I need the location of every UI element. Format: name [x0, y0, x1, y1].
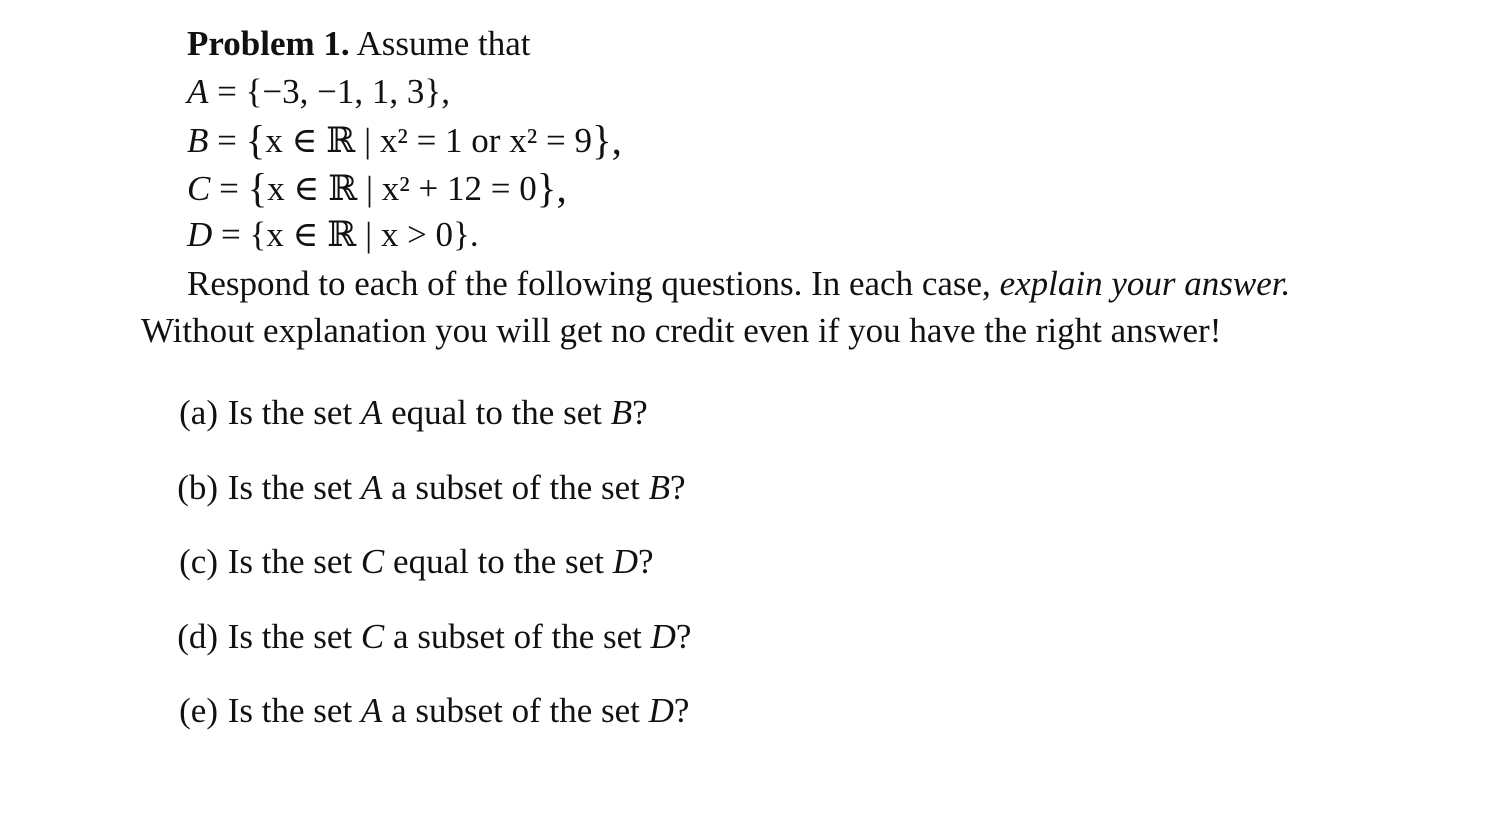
question-a-text: [228, 393, 648, 433]
question-d-pre: Is the set: [227, 617, 353, 656]
set-c-open-brace: {: [247, 165, 268, 211]
question-e-label: (e): [179, 691, 218, 730]
question-b: [160, 468, 686, 508]
set-a-name: A: [187, 72, 209, 111]
set-b-eq: =: [217, 121, 237, 160]
question-c-set1: C: [360, 542, 385, 581]
question-d-text: [228, 617, 692, 657]
question-d-label: (d): [177, 617, 218, 656]
question-a-post: ?: [632, 393, 648, 432]
question-a-pre: Is the set: [227, 393, 353, 432]
problem-label: Problem 1.: [187, 24, 350, 63]
instruction-line-1: [187, 264, 1290, 304]
question-d-mid: a subset of the set: [393, 617, 642, 656]
question-c-label: (c): [179, 542, 218, 581]
set-b-close-brace: },: [591, 117, 622, 163]
question-d-set1: C: [360, 617, 385, 656]
set-b-body: x ∈ ℝ | x² = 1 or x² = 9: [265, 121, 592, 160]
question-a-label: (a): [179, 393, 218, 432]
set-d-def: = {x ∈ ℝ | x > 0}.: [221, 215, 479, 254]
set-c-name: C: [187, 169, 211, 208]
instruction-line-2: Without explanation you will get no credit even if you have the right answer!: [141, 311, 1222, 350]
question-e: [160, 691, 689, 731]
question-b-set2: B: [648, 468, 671, 507]
problem-heading: [187, 24, 531, 64]
question-c-post: ?: [637, 542, 654, 581]
set-d-definition: [187, 215, 479, 255]
question-c: [160, 542, 654, 582]
question-e-mid: a subset of the set: [391, 691, 640, 730]
question-a-mid: equal to the set: [391, 393, 602, 432]
question-b-post: ?: [670, 468, 686, 507]
question-b-set1: A: [360, 468, 383, 507]
set-b-name: B: [187, 121, 209, 160]
question-a-set1: A: [360, 393, 383, 432]
question-c-text: [228, 542, 654, 582]
set-c-close-brace: },: [536, 165, 567, 211]
instruction-emphasis: explain your answer.: [999, 264, 1291, 303]
question-e-pre: Is the set: [227, 691, 353, 730]
question-c-pre: Is the set: [227, 542, 353, 581]
set-b-open-brace: {: [245, 117, 266, 163]
set-a-def: = {−3, −1, 1, 3},: [217, 72, 450, 111]
question-b-mid: a subset of the set: [391, 468, 640, 507]
question-e-text: [228, 691, 690, 731]
set-c-definition: [187, 165, 567, 211]
question-c-mid: equal to the set: [393, 542, 604, 581]
set-c-eq: =: [219, 169, 239, 208]
question-c-set2: D: [612, 542, 638, 581]
problem-lead: Assume that: [356, 24, 531, 63]
question-b-text: [228, 468, 686, 508]
question-b-pre: Is the set: [227, 468, 353, 507]
question-e-set1: A: [360, 691, 383, 730]
question-b-label: (b): [177, 468, 218, 507]
question-e-post: ?: [673, 691, 690, 730]
set-c-body: x ∈ ℝ | x² + 12 = 0: [267, 169, 537, 208]
set-d-name: D: [187, 215, 213, 254]
question-d: [160, 617, 691, 657]
question-d-set2: D: [650, 617, 676, 656]
question-a-set2: B: [610, 393, 633, 432]
question-a: [160, 393, 648, 433]
question-e-set2: D: [648, 691, 674, 730]
question-d-post: ?: [675, 617, 692, 656]
instruction-start: Respond to each of the following questions. In each case,: [187, 264, 991, 303]
set-b-definition: [187, 117, 622, 163]
set-a-definition: [187, 72, 450, 112]
